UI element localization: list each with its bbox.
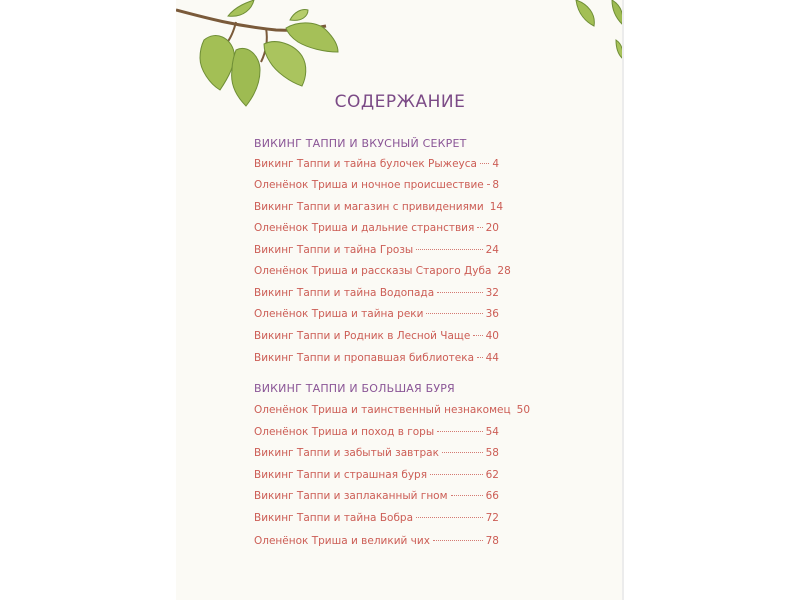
toc-entry-page: 58 bbox=[485, 447, 499, 459]
toc-entry[interactable] bbox=[254, 265, 511, 281]
toc-entry-title: Оленёнок Триша и рассказы Старого Дуба bbox=[254, 265, 492, 277]
toc-leader-dots bbox=[442, 452, 483, 453]
toc-entry[interactable] bbox=[254, 535, 499, 551]
toc-entry-title: Викинг Таппи и тайна булочек Рыжеуса bbox=[254, 158, 477, 170]
toc-entry[interactable] bbox=[254, 447, 499, 463]
toc-leader-dots bbox=[430, 474, 483, 475]
toc-entry-page: 66 bbox=[485, 490, 499, 502]
toc-leader-dots bbox=[487, 184, 490, 185]
page-title: СОДЕРЖАНИЕ bbox=[334, 92, 466, 112]
toc-entry-page: 20 bbox=[485, 222, 499, 234]
toc-entry-title: Викинг Таппи и тайна Бобра bbox=[254, 512, 414, 524]
toc-entry-page: 14 bbox=[489, 201, 504, 213]
toc-leader-dots bbox=[477, 357, 483, 358]
toc-entry-page: 28 bbox=[497, 265, 511, 277]
toc-leader-dots bbox=[416, 249, 482, 250]
book-page bbox=[176, 0, 624, 600]
toc-entry[interactable] bbox=[254, 469, 499, 485]
toc-entry-page: 78 bbox=[485, 535, 499, 547]
toc-entry-title: Оленёнок Триша и тайна реки bbox=[254, 308, 424, 320]
toc-entry[interactable] bbox=[254, 244, 499, 260]
toc-leader-dots bbox=[477, 227, 482, 228]
toc-leader-dots bbox=[433, 540, 483, 541]
toc-entry-page: 4 bbox=[492, 158, 499, 170]
section-title: ВИКИНГ ТАППИ И БОЛЬШАЯ БУРЯ bbox=[254, 382, 455, 395]
toc-entry[interactable] bbox=[254, 426, 499, 442]
toc-leader-dots bbox=[473, 335, 482, 336]
toc-entry-title: Викинг Таппи и Родник в Лесной Чаще bbox=[254, 330, 471, 342]
toc-entry[interactable] bbox=[254, 222, 499, 238]
toc-entry[interactable] bbox=[254, 490, 499, 506]
toc-entry[interactable] bbox=[254, 158, 499, 174]
toc-entry-page: 40 bbox=[485, 330, 499, 342]
toc-entry[interactable] bbox=[254, 330, 499, 346]
toc-entry-title: Викинг Таппи и пропавшая библиотека bbox=[254, 352, 475, 364]
toc-entry[interactable] bbox=[254, 512, 499, 528]
toc-entry[interactable] bbox=[254, 201, 504, 217]
toc-leader-dots bbox=[480, 163, 489, 164]
toc-entry-title: Викинг Таппи и тайна Водопада bbox=[254, 287, 435, 299]
toc-entry-page: 36 bbox=[485, 308, 499, 320]
toc-entry-page: 24 bbox=[485, 244, 499, 256]
section-title: ВИКИНГ ТАППИ И ВКУСНЫЙ СЕКРЕТ bbox=[254, 137, 467, 150]
toc-leader-dots bbox=[426, 313, 482, 314]
toc-entry-page: 50 bbox=[516, 404, 531, 416]
toc-entry-title: Викинг Таппи и страшная буря bbox=[254, 469, 428, 481]
page-edge bbox=[622, 0, 624, 600]
toc-entry-title: Оленёнок Триша и дальние странствия bbox=[254, 222, 475, 234]
toc-entry-title: Викинг Таппи и забытый завтрак bbox=[254, 447, 439, 459]
toc-entry-page: 32 bbox=[485, 287, 499, 299]
toc-leader-dots bbox=[437, 292, 482, 293]
toc-entry-title: Оленёнок Триша и ночное происшествие bbox=[254, 179, 484, 191]
toc-entry-title: Викинг Таппи и тайна Грозы bbox=[254, 244, 414, 256]
toc-entry-title: Викинг Таппи и магазин с привидениями bbox=[254, 201, 484, 213]
toc-entry[interactable] bbox=[254, 287, 499, 303]
toc-entry-page: 44 bbox=[485, 352, 499, 364]
toc-leader-dots bbox=[416, 517, 483, 518]
toc-entry-page: 62 bbox=[485, 469, 499, 481]
toc-leader-dots bbox=[451, 495, 483, 496]
toc-entry-title: Оленёнок Триша и великий чих bbox=[254, 535, 430, 547]
toc-leader-dots bbox=[437, 431, 483, 432]
toc-entry-page: 54 bbox=[485, 426, 499, 438]
toc-entry-page: 72 bbox=[485, 512, 499, 524]
toc-entry-page: 8 bbox=[492, 179, 499, 191]
toc-entry[interactable] bbox=[254, 404, 531, 420]
toc-entry-title: Оленёнок Триша и поход в горы bbox=[254, 426, 435, 438]
toc-entry[interactable] bbox=[254, 352, 499, 368]
toc-entry-title: Оленёнок Триша и таинственный незнакомец bbox=[254, 404, 511, 416]
toc-entry[interactable] bbox=[254, 308, 499, 324]
toc-entry-title: Викинг Таппи и заплаканный гном bbox=[254, 490, 448, 502]
toc-entry[interactable] bbox=[254, 179, 499, 195]
